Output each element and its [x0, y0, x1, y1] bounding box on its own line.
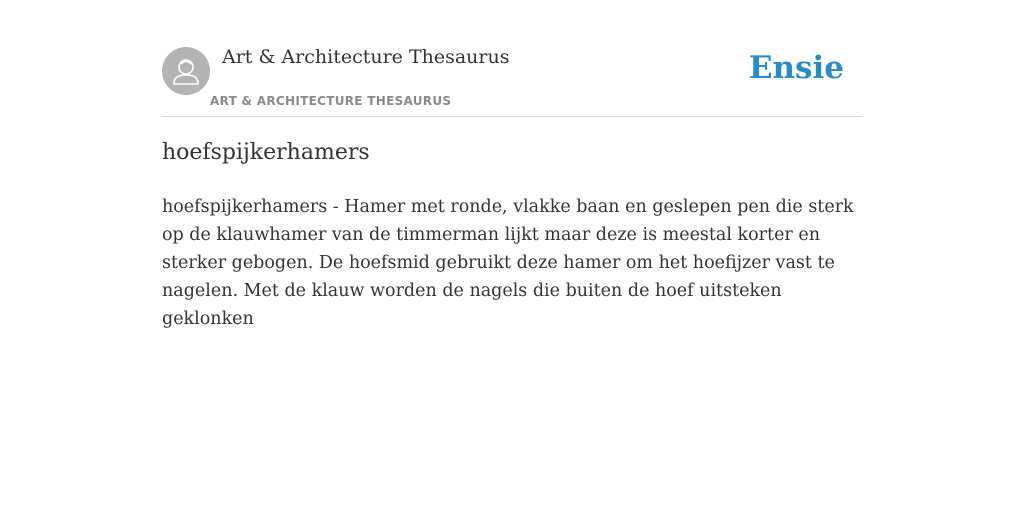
author-category: ART & ARCHITECTURE THESAURUS [210, 94, 452, 108]
user-icon [162, 47, 210, 95]
definition-text: hoefspijkerhamers - Hamer met ronde, vlakke baan en geslepen pen die sterk op de klauwhamer van de timmerman lijkt maar deze is meestal korter en sterker gebogen. De hoefsmid gebruikt deze hamer om het hoefijzer vast te nagelen. Met de klauw worden de nagels die buiten de hoef uitsteken geklonken [162, 197, 854, 329]
author-name[interactable]: Art & Architecture Thesaurus [222, 46, 510, 68]
author-avatar[interactable] [162, 47, 210, 95]
page-header [162, 40, 862, 117]
page-title: hoefspijkerhamers [162, 140, 370, 165]
brand-logo[interactable]: Ensie [748, 50, 844, 86]
